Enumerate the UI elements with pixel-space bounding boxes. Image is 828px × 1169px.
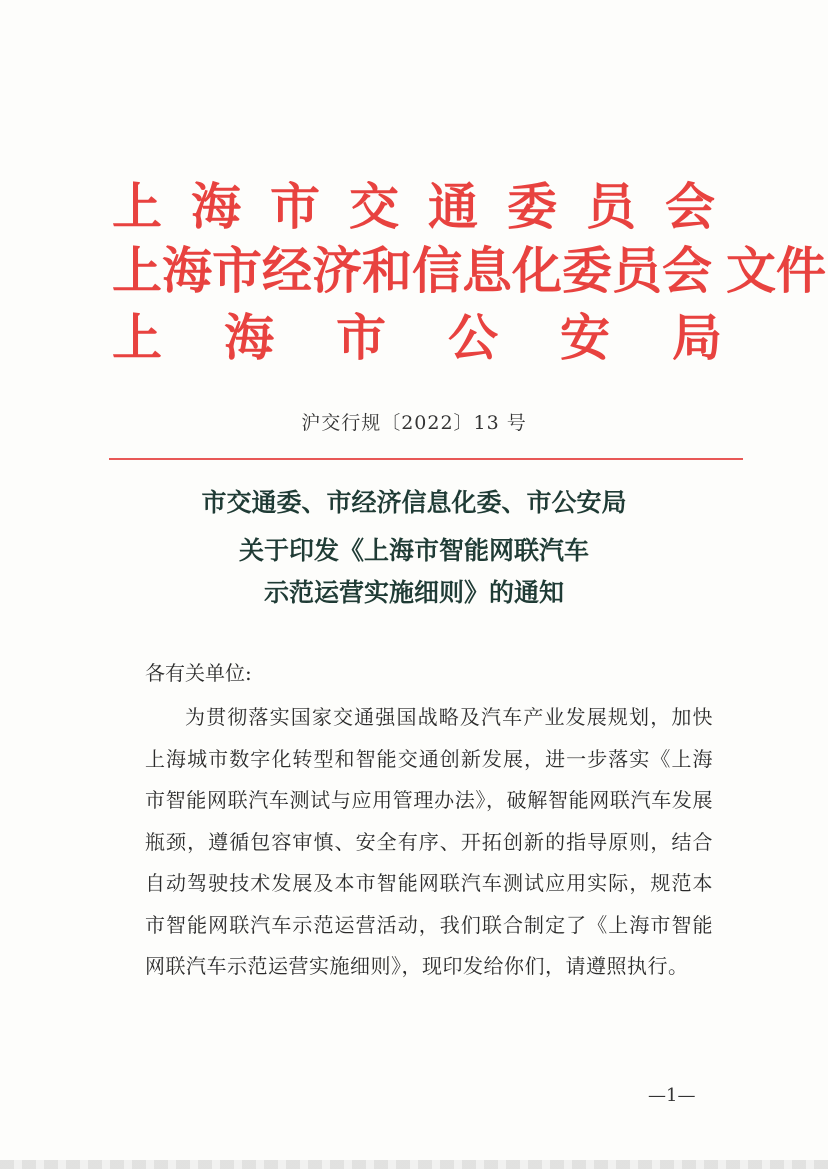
document-number: 沪交行规〔2022〕13 号: [301, 412, 527, 434]
issuer-line-transport-commission: 上海市交通委员会: [112, 177, 744, 236]
issuer-name-economy: 上海市经济和信息化委员会: [112, 241, 712, 300]
body-paragraph: 为贯彻落实国家交通强国战略及汽车产业发展规划，加快上海城市数字化转型和智能交通创新发展，进一步落实《上海市智能网联汽车测试与应用管理办法》，破解智能网联汽车发展瓶颈，遵循包容审慎、安全有序、开拓创新的指导原则，结合自动驾驶技术发展及本市智能网联汽车测试应用实际，规范本市智能网联汽车示范运营活动，我们联合制定了《上海市智能网联汽车示范运营实施细则》，现印发给你们，请遵照执行。: [145, 705, 713, 978]
title-line-1: 市交通委、市经济信息化委、市公安局: [201, 488, 627, 517]
document-label: 文件: [726, 241, 826, 300]
page-number: —1—: [648, 1085, 696, 1106]
title-line-2: 关于印发《上海市智能网联汽车: [238, 536, 589, 565]
scan-edge-artifact: [0, 1160, 828, 1169]
issuer-line-economy-commission: [112, 241, 826, 300]
title-line-3: 示范运营实施细则》的通知: [263, 578, 564, 607]
red-divider: [109, 458, 743, 460]
issuer-line-public-security: 上海市公安局: [112, 308, 784, 367]
salutation: 各有关单位:: [145, 661, 252, 685]
